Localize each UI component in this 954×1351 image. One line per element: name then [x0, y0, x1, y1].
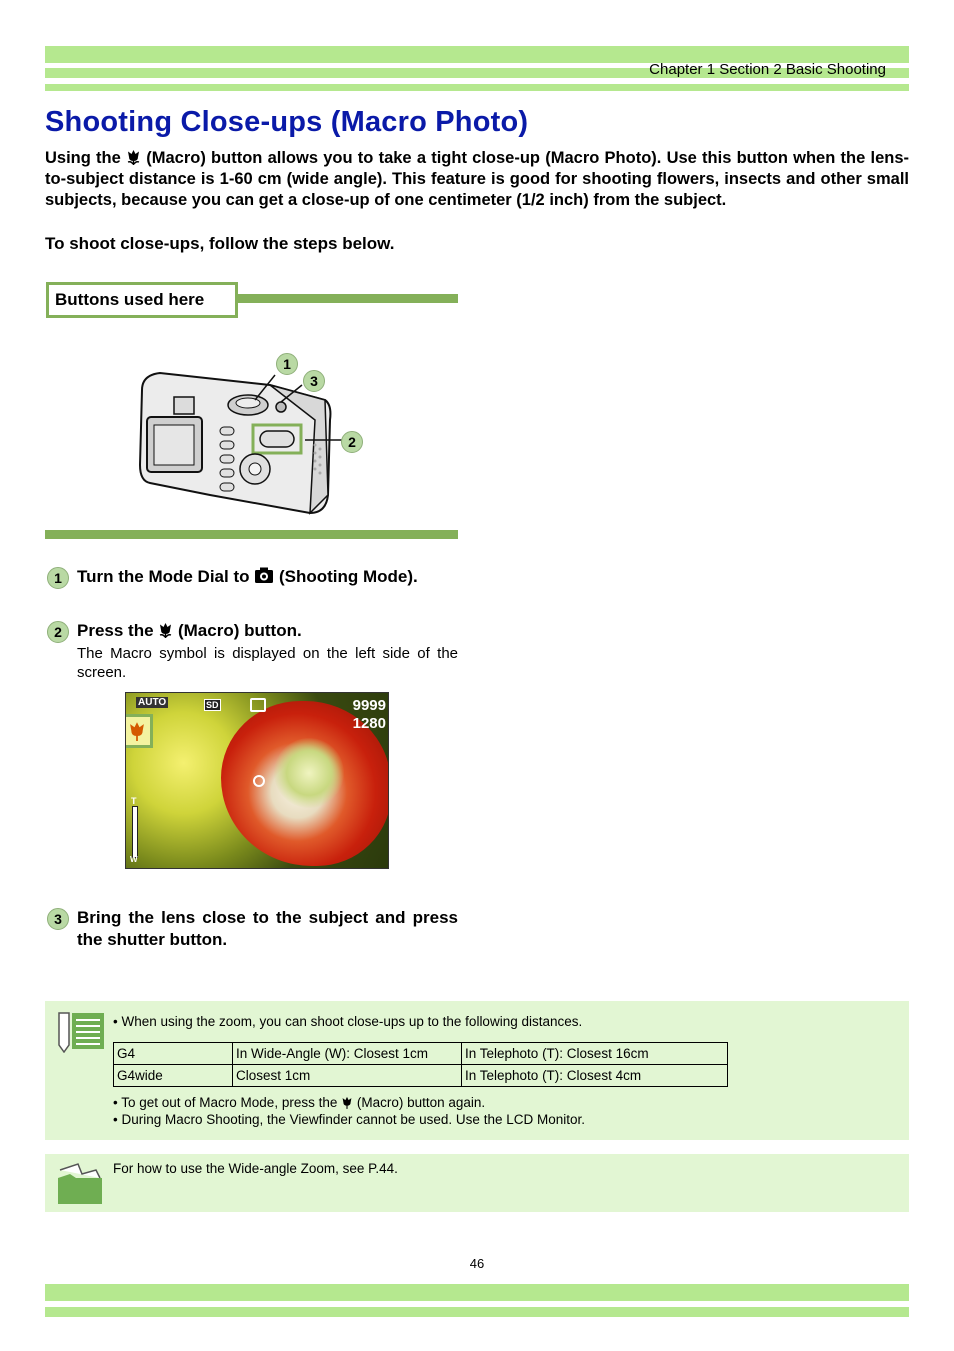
callout-2: 2: [341, 431, 363, 453]
step-1-text-start: Turn the Mode Dial to: [77, 567, 255, 586]
macro-indicator-box: [125, 714, 153, 748]
macro-icon: [127, 721, 147, 741]
step-1-text-end: (Shooting Mode).: [274, 567, 418, 586]
note-bullet-exit-start: • To get out of Macro Mode, press the: [113, 1095, 342, 1110]
note-icon: [56, 1011, 106, 1053]
table-row: [114, 1043, 728, 1065]
step-2-description: The Macro symbol is displayed on the left side of the screen.: [77, 645, 458, 681]
step-2-text-end: (Macro) button.: [173, 621, 302, 640]
page-title: Shooting Close-ups (Macro Photo): [45, 106, 529, 138]
camera-mode-icon: [254, 567, 274, 584]
note-bullet-exit-macro: [113, 1095, 485, 1110]
macro-icon: [126, 149, 141, 165]
note-bullet-exit-end: (Macro) button again.: [353, 1095, 486, 1110]
step-3-text: Bring the lens close to the subject and press the shutter button.: [77, 908, 458, 949]
sd-card-indicator: SD: [206, 700, 219, 710]
step-2-text: [77, 621, 302, 641]
step-1-number: 1: [47, 567, 69, 589]
table-cell: In Wide-Angle (W): Closest 1cm: [233, 1043, 462, 1065]
camera-illustration: [120, 345, 380, 520]
callout-3: 3: [303, 370, 325, 392]
table-row: [114, 1065, 728, 1087]
closeup-distance-table: [113, 1042, 728, 1087]
image-size: 1280: [352, 715, 386, 732]
zoom-w-label: W: [130, 855, 138, 864]
table-cell: G4wide: [114, 1065, 233, 1087]
footer-band-top: [45, 1284, 909, 1301]
step-2-number: 2: [47, 621, 69, 643]
table-cell: G4: [114, 1043, 233, 1065]
intro-paragraph: [45, 148, 909, 211]
footer-band-bottom: [45, 1307, 909, 1317]
table-cell: In Telephoto (T): Closest 16cm: [462, 1043, 728, 1065]
step-1-text: [77, 567, 418, 587]
step-2-text-start: Press the: [77, 621, 159, 640]
lcd-screen-photo: [125, 692, 389, 869]
pepper-seeds: [274, 738, 344, 808]
intro-text-start: Using the: [45, 149, 127, 167]
step-3-number: 3: [47, 908, 69, 930]
buttons-used-label: Buttons used here: [46, 282, 238, 318]
callout-1: 1: [276, 353, 298, 375]
page-number: 46: [469, 1256, 485, 1271]
shooting-mode-icon: [250, 698, 266, 712]
zoom-t-label: T: [131, 796, 137, 806]
auto-flash-indicator: AUTO: [138, 697, 167, 708]
buttons-section-bottom-bar: [45, 530, 458, 539]
zoom-bar: [132, 806, 138, 858]
remaining-shots: 9999: [352, 697, 386, 714]
table-cell: Closest 1cm: [233, 1065, 462, 1087]
intro-text-end: (Macro) button allows you to take a tight close-up (Macro Photo). Use this button when the lens-to-subject distance is 1-60 cm (wide angle). This feature is good for shooting flowers, insects and other small subjects, because you can get a close-up of one centimeter (1/2 inch) from the subject.: [45, 149, 909, 209]
folder-icon: [56, 1160, 104, 1206]
chapter-section-label: Chapter 1 Section 2 Basic Shooting: [649, 61, 886, 78]
note-bullet-zoom: • When using the zoom, you can shoot close-ups up to the following distances.: [113, 1014, 583, 1029]
header-band-bottom: [45, 84, 909, 91]
focus-point: [253, 775, 265, 787]
note-bullet-viewfinder: • During Macro Shooting, the Viewfinder cannot be used. Use the LCD Monitor.: [113, 1112, 585, 1127]
macro-icon: [158, 622, 173, 638]
steps-subheading: To shoot close-ups, follow the steps below.: [45, 234, 395, 253]
buttons-section-top-bar: [226, 294, 458, 303]
table-cell: In Telephoto (T): Closest 4cm: [462, 1065, 728, 1087]
reference-text: For how to use the Wide-angle Zoom, see P.44.: [113, 1161, 398, 1176]
macro-icon: [341, 1096, 353, 1109]
